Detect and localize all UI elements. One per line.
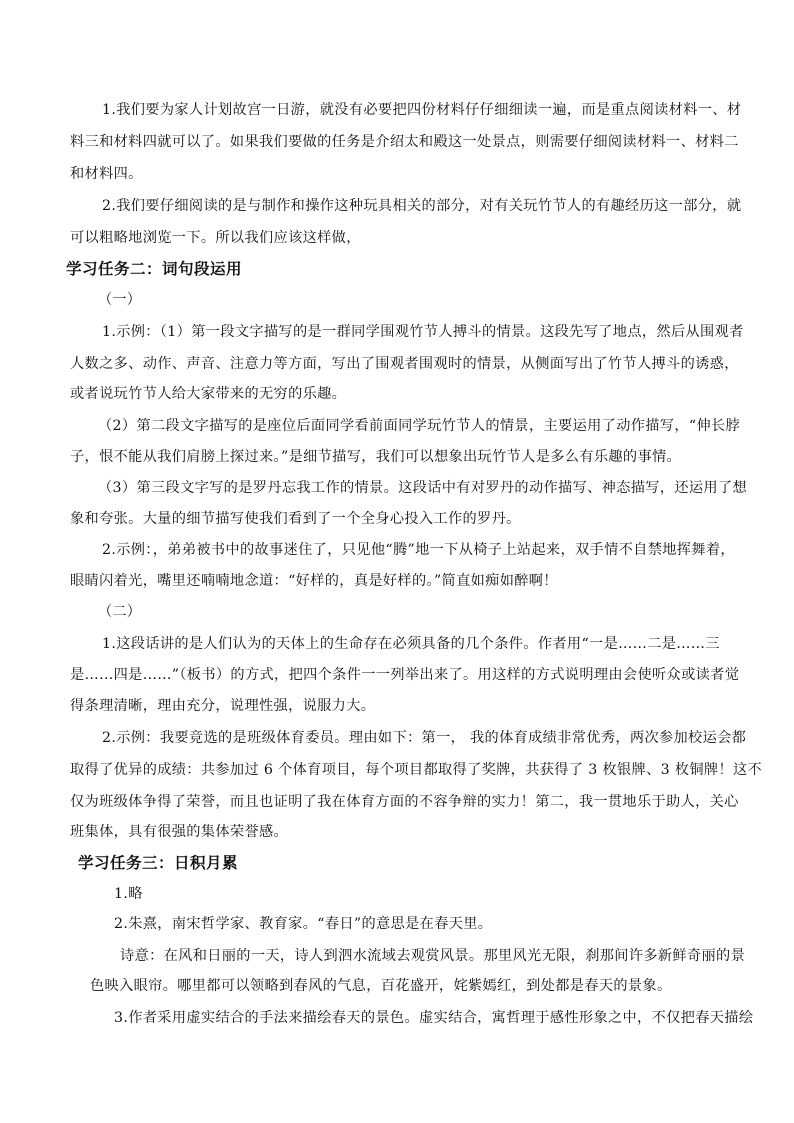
paragraph-11-line-2: 色映入眼帘。哪里都可以领略到春风的气息，百花盛开，姹紫嫣红，到处都是春天的景象。: [90, 978, 672, 994]
paragraph-11-line-1: 诗意：在风和日丽的一天，诗人到泗水流域去观赏风景。那里风光无限，刹那间许多新鲜奇丽的景: [120, 948, 746, 964]
paragraph-9: 1.略: [114, 886, 143, 902]
paragraph-1-line-2: 料三和材料四就可以了。如果我们要做的任务是介绍太和殿这一处景点，则需要仔细阅读材料一、材料二: [70, 134, 739, 150]
paragraph-4-line-1: （2）第二段文字描写的是座位后面同学看前面同学玩竹节人的情景，主要运用了动作描写，“伸长脖: [98, 418, 741, 434]
paragraph-1-line-3: 和材料四。: [70, 166, 143, 182]
paragraph-10: 2.朱熹，南宋哲学家、教育家。“春日”的意思是在春天里。: [114, 916, 493, 932]
paragraph-5-line-2: 象和夸张。大量的细节描写使我们看到了一个全身心投入工作的罗丹。: [70, 511, 521, 527]
paragraph-5-line-1: （3）第三段文字写的是罗丹忘我工作的情景。这段话中有对罗丹的动作描写、神态描写，还运用了想: [98, 480, 748, 496]
paragraph-8-line-4: 班集体，具有很强的集体荣誉感。: [70, 824, 289, 840]
subsection-1-label: （一）: [98, 292, 142, 308]
paragraph-2-line-1: 2.我们要仔细阅读的是与制作和操作这种玩具相关的部分，对有关玩竹节人的有趣经历这一部分，就: [102, 198, 742, 214]
paragraph-7-line-3: 得条理清晰，理由充分，说理性强，说服力大。: [70, 698, 376, 714]
section-heading-task-2: 学习任务二：词句段运用: [66, 260, 243, 278]
paragraph-12: 3.作者采用虚实结合的手法来描绘春天的景色。虚实结合，寓哲理于感性形象之中，不仅把春天描绘: [114, 1010, 754, 1026]
subsection-2-label: （二）: [98, 604, 142, 620]
paragraph-3-line-2: 人数之多、动作、声音、注意力等方面，写出了围观者围观时的情景，从侧面写出了竹节人搏斗的诱惑，: [70, 356, 739, 372]
paragraph-7-line-1: 1.这段话讲的是人们认为的天体上的生命存在必须具备的几个条件。作者用“一是……二是……三: [102, 636, 720, 652]
paragraph-6-line-2: 眼睛闪着光，嘴里还喃喃地念道：“好样的，真是好样的。”简直如痴如醉啊！: [70, 573, 558, 589]
paragraph-8-line-3: 仅为班级体争得了荣誉，而且也证明了我在体育方面的不容争辩的实力！第二，我一贯地乐于助人，关心: [70, 794, 739, 810]
paragraph-3-line-1: 1.示例：（1）第一段文字描写的是一群同学围观竹节人搏斗的情景。这段先写了地点，然后从围观者: [102, 324, 744, 340]
paragraph-4-line-2: 子，恨不能从我们肩膀上探过来。”是细节描写，我们可以想象出玩竹节人是多么有乐趣的事情。: [70, 449, 682, 465]
paragraph-1-line-1: 1.我们要为家人计划故宫一日游，就没有必要把四份材料仔仔细细读一遍，而是重点阅读材料一、材: [102, 102, 742, 118]
paragraph-8-line-2: 取得了优异的成绩：共参加过 6 个体育项目，每个项目都取得了奖牌，共获得了 3 枚银牌、3 枚铜牌！这不: [70, 762, 763, 778]
section-heading-task-3: 学习任务三：日积月累: [78, 854, 239, 872]
paragraph-7-line-2: 是……四是……”（板书）的方式，把四个条件一一列举出来了。用这样的方式说明理由会使听众或读者觉: [70, 667, 740, 683]
paragraph-8-line-1: 2.示例：我要竞选的是班级体育委员。理由如下：第一， 我的体育成绩非常优秀，两次参加校运会都: [102, 730, 747, 746]
paragraph-3-line-3: 或者说玩竹节人给大家带来的无穷的乐趣。: [70, 386, 347, 402]
paragraph-6-line-1: 2.示例：，弟弟被书中的故事迷住了，只见他“腾”地一下从椅子上站起来，双手情不自禁地挥舞着，: [102, 542, 735, 558]
paragraph-2-line-2: 可以粗略地浏览一下。所以我们应该这样做，: [70, 230, 361, 246]
